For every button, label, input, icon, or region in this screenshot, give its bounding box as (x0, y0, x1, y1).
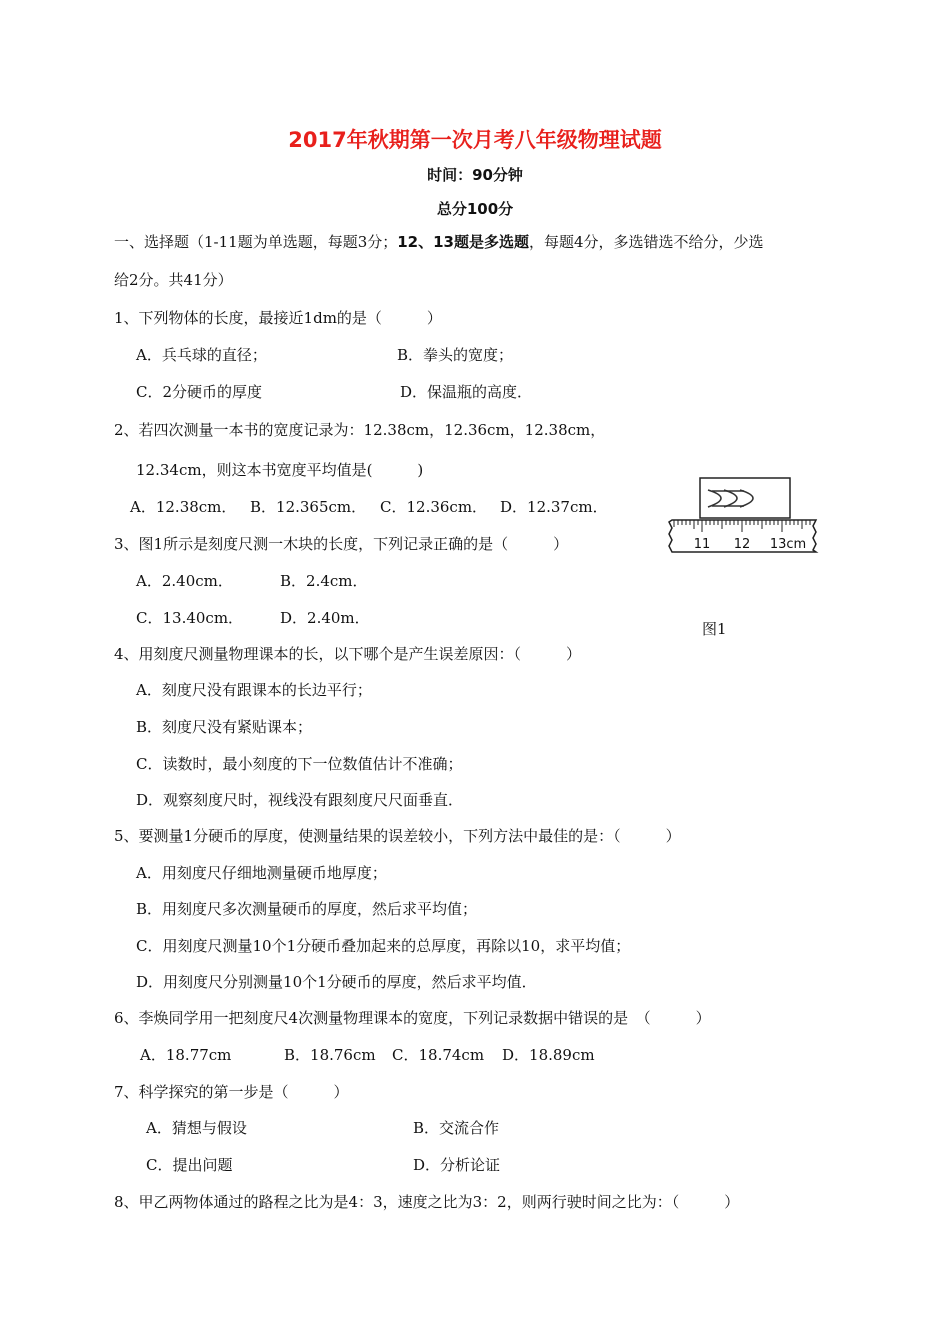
q5-option-d: D．用刻度尺分别测量10个1分硬币的厚度，然后求平均值． (136, 973, 537, 991)
q3-option-d: D．2.40m． (280, 609, 370, 627)
q4-option-b: B．刻度尺没有紧贴课本； (136, 718, 313, 736)
q7-stem: 7、科学探究的第一步是（ ） (114, 1083, 349, 1101)
q1-option-c: C．2分硬币的厚度 (136, 383, 263, 401)
exam-total-score: 总分100分 (436, 200, 514, 218)
q8-stem: 8、甲乙两物体通过的路程之比为是4：3，速度之比为3：2，则两行驶时间之比为：（ ） (114, 1193, 740, 1211)
section-intro-line2: 给2分。共41分） (114, 271, 233, 289)
q2-option-a: A．12.38cm． (130, 498, 237, 516)
q7-option-a: A．猜想与假设 (146, 1119, 247, 1137)
q6-option-b: B．18.76cm (284, 1046, 376, 1064)
figure-ruler-block (662, 474, 822, 560)
q2-option-c: C．12.36cm． (380, 498, 488, 516)
q6-option-d: D．18.89cm (502, 1046, 595, 1064)
figure-caption: 图1 (702, 620, 727, 638)
q1-option-b: B．拳头的宽度； (397, 346, 514, 364)
q5-option-b: B．用刻度尺多次测量硬币的厚度，然后求平均值； (136, 900, 478, 918)
section-intro-b: ，每题4分，多选错选不给分，少选 (529, 233, 764, 251)
wooden-block (700, 478, 790, 518)
q2-stem-line1: 2、若四次测量一本书的宽度记录为：12.38cm，12.36cm，12.38cm， (114, 421, 606, 439)
q4-option-a: A．刻度尺没有跟课本的长边平行； (136, 681, 372, 699)
q5-stem: 5、要测量1分硬币的厚度，使测量结果的误差较小，下列方法中最佳的是：（ ） (114, 827, 681, 845)
exam-title: 2017年秋期第一次月考八年级物理试题 (288, 128, 662, 152)
tick-label-11: 11 (693, 537, 711, 552)
q2-option-b: B．12.365cm． (250, 498, 367, 516)
q4-option-d: D．观察刻度尺时，视线没有跟刻度尺尺面垂直． (136, 791, 464, 809)
q6-option-c: C．18.74cm (392, 1046, 485, 1064)
q3-option-b: B．2.4cm． (280, 572, 368, 590)
q4-option-c: C．读数时，最小刻度的下一位数值估计不准确； (136, 755, 463, 773)
exam-time: 时间：90分钟 (427, 166, 523, 184)
q7-option-d: D．分析论证 (413, 1156, 501, 1174)
section-intro (114, 232, 764, 252)
q1-option-a: A．兵乓球的直径； (136, 346, 267, 364)
q3-stem: 3、图1所示是刻度尺测一木块的长度，下列记录正确的是（ ） (114, 535, 569, 553)
q1-stem: 1、下列物体的长度，最接近1dm的是（ ） (114, 309, 442, 327)
q4-stem: 4、用刻度尺测量物理课本的长，以下哪个是产生误差原因：（ ） (114, 645, 582, 663)
q3-option-a: A．2.40cm． (136, 572, 233, 590)
q5-option-c: C．用刻度尺测量10个1分硬币叠加起来的总厚度，再除以10，求平均值； (136, 937, 631, 955)
q5-option-a: A．用刻度尺仔细地测量硬币地厚度； (136, 864, 387, 882)
q6-option-a: A．18.77cm (140, 1046, 232, 1064)
tick-label-13cm: 13cm (769, 537, 807, 552)
section-intro-a: 一、选择题（1-11题为单选题，每题3分； (114, 233, 398, 251)
q2-stem-line2: 12.34cm，则这本书宽度平均值是( ) (136, 461, 424, 479)
tick-label-12: 12 (733, 537, 751, 552)
q6-stem: 6、李焕同学用一把刻度尺4次测量物理课本的宽度，下列记录数据中错误的是 （ ） (114, 1009, 711, 1027)
q7-option-c: C．提出问题 (146, 1156, 233, 1174)
q2-option-d: D．12.37cm． (500, 498, 608, 516)
q1-option-d: D．保温瓶的高度． (400, 383, 533, 401)
q3-option-c: C．13.40cm． (136, 609, 244, 627)
section-intro-bold: 12、13题是多选题 (397, 233, 529, 251)
q7-option-b: B．交流合作 (413, 1119, 500, 1137)
